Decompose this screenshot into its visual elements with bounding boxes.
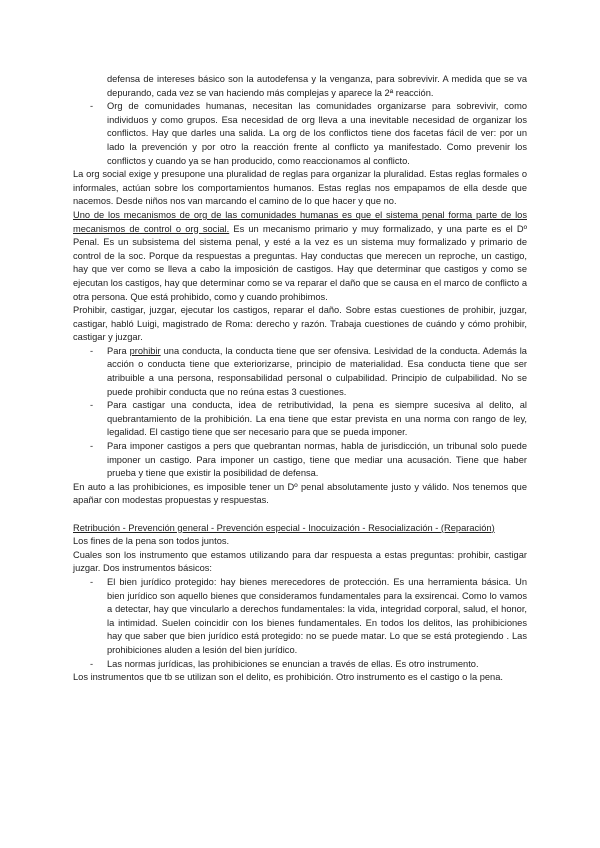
bullet-item-bien-juridico: - El bien jurídico protegido: hay bienes merecedores de protección. Es una herramienta básica. Un bien jurídico son aquello bienes que consideramos fundamentales para la exsirencai. Como lo vamos a detectar, hay que vincularlo a derechos fundamentales: la vida, integridad corporal, salud, el honor, la intimidad. Suelen coincidir con los bienes fundamentales. En todos los delitos, las prohibiciones hay que saber que bien jurídico está protegido: no se puede matar. Lo que se está protegiendo . Las prohibiciones aluden a lesión del bien jurídico. xyxy=(73,576,527,658)
bullet-item-castigar: - Para castigar una conducta, idea de retributividad, la pena es siempre sucesiva al delito, al quebrantamiento de la prohibición. La ena tiene que estar prevista en una norma con rango de ley, legalidad. El castigo tiene que ser necesario para que se pueda imponer. xyxy=(73,399,527,440)
paragraph-prohibiciones: En auto a las prohibiciones, es imposible tener un Dº penal absolutamente justo y válido. Nos tenemos que apañar con modestas propuestas y respuestas. xyxy=(73,481,527,506)
bullet-item-normas: - Las normas jurídicas, las prohibiciones se enuncian a través de ellas. Es otro instrumento. xyxy=(73,658,527,672)
bullet-list-instrumentos xyxy=(73,576,527,671)
paragraph-sistema-penal xyxy=(73,209,527,304)
bullet-list-questions xyxy=(73,345,527,481)
bullet-list-org xyxy=(73,100,527,168)
paragraph-text: Es un mecanismo primario y muy formalizado, y una parte es el Dº Penal. Es un subsistema del sistema penal, y esté a la vez es un sistema muy formalizado y primario de control de la soc. Porque da respuestas a preguntas. Hay conductas que merecen un reproche, un castigo, hay que ver como se lleva a cabo la imposición de castigos. Hay que determinar que castigos y como se ejecutan los castigos, hay que determinar como se va reparar el daño que se causa en el marco de conflicto a otra persona. Que está prohibido, como y cuando prohibimos. xyxy=(73,223,527,302)
heading-fines-pena: Retribución - Prevención general - Prevención especial - Inocuización - Resocialización - (Reparación) xyxy=(73,522,495,533)
underlined-text-sistema-penal: Uno de los mecanismos de org de las comunidades humanas es que el sistema penal forma parte de los mecanismos de control o org social. xyxy=(73,209,527,234)
paragraph-prohibir-castigar: Prohibir, castigar, juzgar, ejecutar los castigos, reparar el daño. Sobre estas cuestiones de prohibir, juzgar, castigar, habló Luigi, magistrado de Roma: derecho y razón. Trabaja cuestiones de cuándo y cómo prohibir, castigar y juzgar. xyxy=(73,305,527,343)
paragraph-org-social: La org social exige y presupone una pluralidad de reglas para organizar la pluralidad. Estas reglas formales o informales, actúan sobre los comportamientos humanos. Estas reglas nos empapamos de ella desde que nacemos. Desde niños nos van marcando el camino de lo que hacer y que no. xyxy=(73,169,527,207)
paragraph-gap xyxy=(73,508,527,522)
paragraph-final: Los instrumentos que tb se utilizan son el delito, es prohibición. Otro instrumento es el castigo o la pena. xyxy=(73,672,503,683)
bullet-continuation: defensa de intereses básico son la autodefensa y la venganza, para sobrevivir. A medida que se va depurando, cada vez se van haciendo más complejas y aparece la 2ª reacción. xyxy=(107,74,527,98)
paragraph-instrumentos: Cuales son los instrumento que estamos utilizando para dar respuesta a estas preguntas: prohibir, castigar juzgar. Dos instrumentos básicos: xyxy=(73,549,527,574)
bullet-item-imponer: - Para imponer castigos a pers que quebrantan normas, habla de jurisdicción, un tribunal solo puede imponer un castigo. Para imponer un castigo, tiene que mediar una acusación. Tiene que haber prueba y tiene que existir la posibilidad de defensa. xyxy=(73,440,527,481)
bullet-item-prohibir: - Para prohibir una conducta, la conducta tiene que ser ofensiva. Lesividad de la conducta. Además la acción o conducta tiene que exteriorizarse, principio de materialidad. Esa conducta tiene que ser atribuible a una persona, responsabilidad personal o culpabilidad. Principio de culpabilidad. No se puede prohibir conducta que no reúna estas 3 cuestiones. xyxy=(73,345,527,399)
paragraph-fines: Los fines de la pena son todos juntos. xyxy=(73,536,230,547)
underlined-word-prohibir: prohibir xyxy=(129,345,161,356)
document-body xyxy=(73,73,527,685)
bullet-item-org: - Org de comunidades humanas, necesitan las comunidades organizarse para sobrevivir, como individuos y como grupos. Esa necesidad de org lleva a una inevitable necesidad de organizar los conflictos. Hay que darles una salida. La org de los conflictos tiene dos facetas fácil de ver: por un lado la prevención y por otro la reacción frente al conflicto ya manifestado. Como prevenir los conflictos y cuando ya se han producido, como reaccionamos al conflicto. xyxy=(73,100,527,168)
